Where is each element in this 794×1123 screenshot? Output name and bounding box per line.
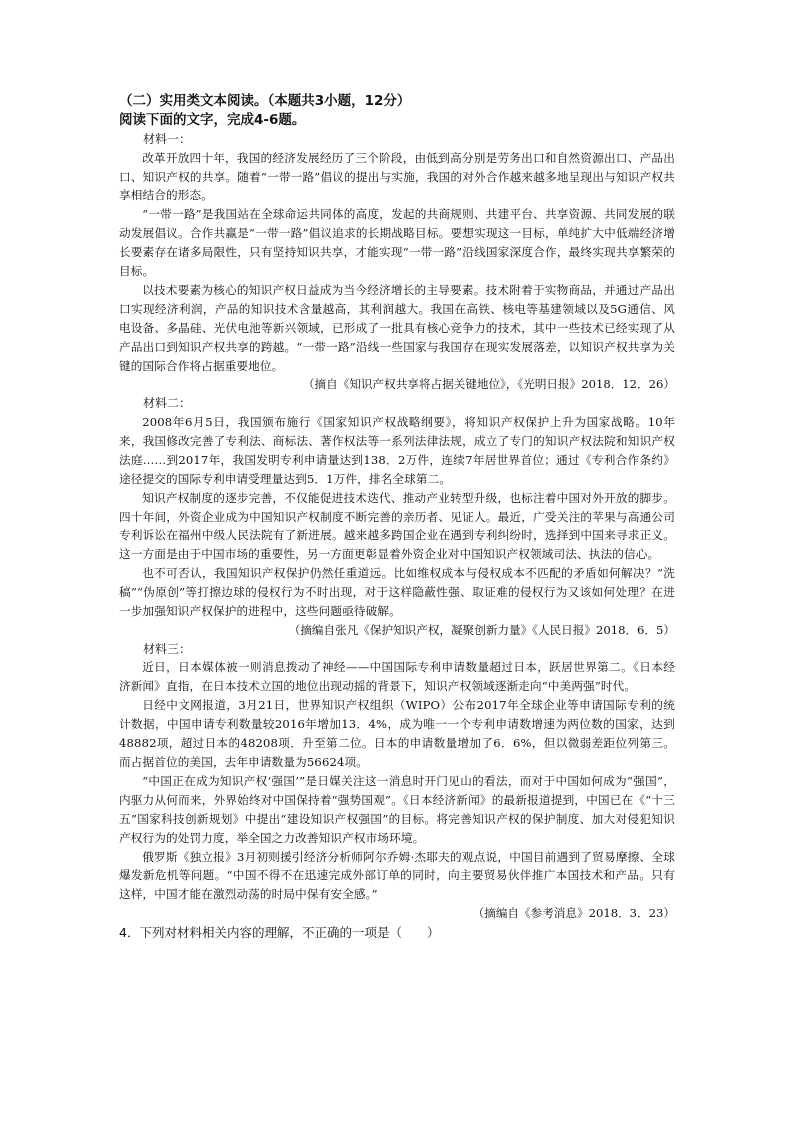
question-4: 4．下列对材料相关内容的理解，不正确的一项是（ ） (119, 925, 440, 941)
material-1-source: （摘自《知识产权共享将占据关键地位》，《光明日报》2018．12．26） (302, 377, 675, 392)
material-2-paragraph: 知识产权制度的逐步完善，不仅能促进技术迭代、推动产业转型升级，也标注着中国对外开放的脚步。四十年间，外资企业成为中国知识产权制度不断完善的亲历者、见证人。最近，广受关注的苹果与高通公司专利诉讼在福州中级人民法院有了新进展。越来越多跨国企业在遇到专利纠纷时，选择到中国来寻求正义。这一方面是由于中国市场的重要性，另一方面更彰显着外资企业对中国知识产权领域司法、执法的信心。 (119, 490, 675, 562)
material-3-paragraph: 近日，日本媒体被一则消息拨动了神经——中国国际专利申请数量超过日本，跃居世界第二。《日本经济新闻》直指，在日本技术立国的地位出现动摇的背景下，知识产权领域逐渐走向“中美两强”时代。 (119, 660, 675, 694)
section-title: （二）实用类文本阅读。（本题共3小题，12分） (119, 93, 411, 109)
material-3-paragraph: “中国正在成为知识产权‘强国’”是日媒关注这一消息时开门见山的看法，而对于中国如何成为“强国”，内驱力从何而来，外界始终对中国保持着“强势国观”。《日本经济新闻》的最新报道提到，中国已在《“十三五”国家科技创新规划》中提出“建设知识产权强国”的目标。将完善知识产权的保护制度、加大对侵犯知识产权行为的处罚力度，举全国之力改善知识产权市场环境。 (119, 773, 675, 845)
material-3-label: 材料三： (143, 641, 192, 656)
material-1-paragraph: “一带一路”是我国站在全球命运共同体的高度，发起的共商规则、共建平台、共享资源、共同发展的联动发展倡议。合作共赢是“一带一路”倡议追求的长期战略目标。要想实现这一目标，单纯扩大中低端经济增长要素存在诸多局限性，只有坚持知识共享，才能实现“一带一路”沿线国家深度合作，最终实现共享繁荣的目标。 (119, 207, 675, 279)
instruction: 阅读下面的文字，完成4-6题。 (119, 112, 306, 128)
material-3-paragraph: 俄罗斯《独立报》3月初则援引经济分析师阿尔乔姆·杰耶夫的观点说，中国目前遇到了贸易摩擦、全球爆发新危机等问题。“中国不得不在迅速完成外部订单的同时，向主要贸易伙伴推广本国技术和产品。只有这样，中国才能在激烈动荡的时局中保有安全感。” (119, 849, 675, 902)
material-1-label: 材料一： (143, 132, 192, 146)
material-2-label: 材料二： (143, 396, 192, 411)
material-1-paragraph: 改革开放四十年，我国的经济发展经历了三个阶段，由低到高分别是劳务出口和自然资源出口、产品出口、知识产权的共享。随着“一带一路”倡议的提出与实施，我国的对外合作越来越多地呈现出与知识产权共享相结合的形态。 (119, 150, 675, 203)
material-2-paragraph: 也不可否认，我国知识产权保护仍然任重道远。比如维权成本与侵权成本不匹配的矛盾如何解决？“洗稿”“伪原创”等打擦边球的侵权行为不时出现，对于这样隐蔽性强、取证难的侵权行为又该如何处理？在进一步加强知识产权保护的进程中，这些问题亟待破解。 (119, 566, 675, 619)
material-2-paragraph: 2008年6月5日，我国颁布施行《国家知识产权战略纲要》，将知识产权保护上升为国家战略。10年来，我国修改完善了专利法、商标法、著作权法等一系列法律法规，成立了专门的知识产权法院和知识产权法庭……到2017年，我国发明专利申请量达到138．2万件，连续7年居世界首位；通过《专利合作条约》途径提交的国际专利申请受理量达到5．1万件，排名全球第二。 (119, 414, 675, 486)
document-body (119, 92, 675, 943)
material-2-source: （摘编自张凡《保护知识产权，凝聚创新力量》《人民日报》2018．6．5） (288, 622, 675, 637)
material-3-source: （摘编自《参考消息》2018．3．23） (472, 906, 675, 921)
material-1-paragraph: 以技术要素为核心的知识产权日益成为当今经济增长的主导要素。技术附着于实物商品，并通过产品出口实现经济利润，产品的知识技术含量越高，其利润越大。我国在高铁、核电等基建领域以及5G通信、风电设备、多晶硅、光伏电池等新兴领域，已形成了一批具有核心竞争力的技术，其中一些技术已经实现了从产品出口到知识产权共享的跨越。“一带一路”沿线一些国家与我国存在现实发展落差，以知识产权共享为关键的国际合作将占据重要地位。 (119, 282, 675, 373)
material-3-paragraph: 日经中文网报道，3月21日，世界知识产权组织（WIPO）公布2017年全球企业等申请国际专利的统计数据，中国申请专利数量较2016年增加13．4%，成为唯一一个专利申请数增速为两位数的国家，达到48882项，超过日本的48208项．升至第二位。日本的申请数量增加了6．6%，但以微弱差距位列第三。而占据首位的美国，去年申请数量为56624项。 (119, 698, 675, 769)
